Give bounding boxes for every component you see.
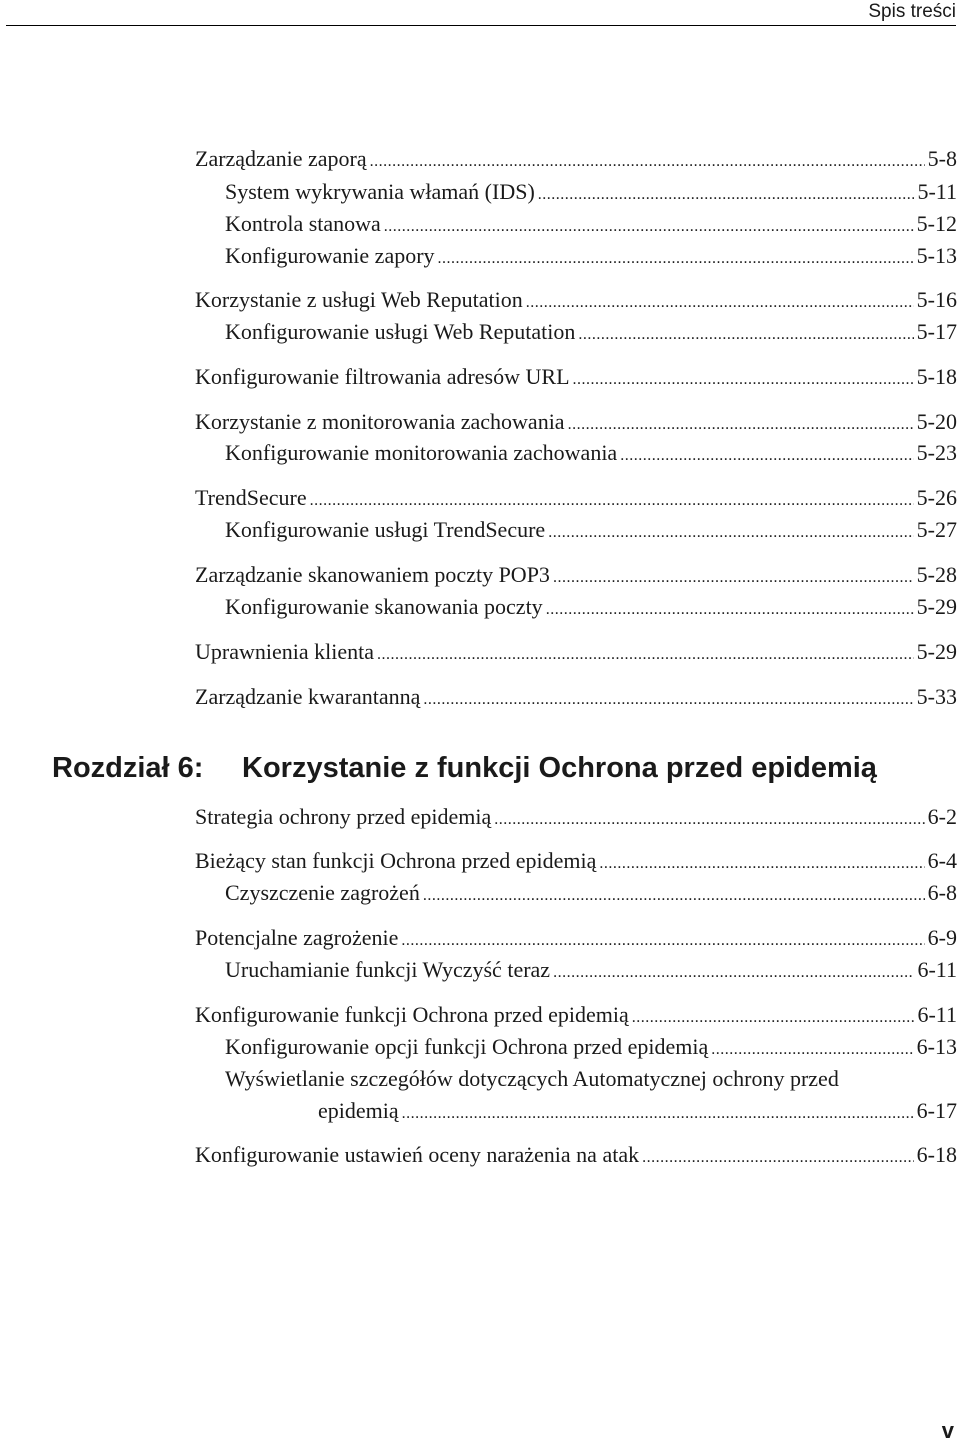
dot-leader (642, 1142, 914, 1174)
toc-entry[interactable] (225, 591, 957, 623)
toc-entry-page: 6-11 (917, 1002, 957, 1027)
toc-entry-title: Zarządzanie skanowaniem poczty POP3 (195, 562, 550, 587)
toc-entry[interactable] (225, 208, 957, 240)
toc-entry-title: Konfigurowanie filtrowania adresów URL (195, 364, 570, 389)
toc-entry[interactable] (195, 999, 957, 1031)
dot-leader (310, 485, 914, 517)
toc-entry-page: 5-13 (916, 243, 957, 268)
dot-leader (553, 957, 914, 989)
toc-entry-page: 5-26 (916, 485, 957, 510)
dot-leader (573, 364, 914, 396)
toc-entry-page: 5-33 (916, 684, 957, 709)
toc-entry-page: 6-17 (916, 1098, 957, 1123)
running-head-title: Spis treści (868, 1, 956, 22)
toc-entry-page: 5-16 (916, 287, 957, 312)
toc-entry-page: 5-23 (916, 440, 957, 465)
toc-entry-title: System wykrywania włamań (IDS) (225, 179, 535, 204)
toc-entry-page: 6-13 (916, 1034, 957, 1059)
toc-entry[interactable] (225, 877, 957, 909)
toc-entry-title: Konfigurowanie monitorowania zachowania (225, 440, 618, 465)
toc-entry-title: Czyszczenie zagrożeń (225, 880, 420, 905)
toc-entry-title: Kontrola stanowa (225, 211, 381, 236)
toc-entry-title: Zarządzanie kwarantanną (195, 684, 421, 709)
dot-leader (578, 319, 913, 351)
toc-entry[interactable] (195, 801, 957, 833)
toc-entry-title: Korzystanie z monitorowania zachowania (195, 409, 565, 434)
toc-entry-title: Bieżący stan funkcji Ochrona przed epidemią (195, 848, 597, 873)
dot-leader (423, 880, 925, 912)
toc-entry[interactable] (195, 1139, 957, 1171)
toc-entry-page: 5-28 (916, 562, 957, 587)
toc-entry[interactable] (195, 636, 957, 668)
dot-leader (494, 804, 924, 836)
running-head (0, 0, 960, 26)
toc-entry[interactable] (195, 361, 957, 393)
toc-entry-title: Wyświetlanie szczegółów dotyczących Automatycznej ochrony przed (225, 1066, 839, 1091)
toc-entry-title: Konfigurowanie usługi Web Reputation (225, 319, 576, 344)
toc-entry-page: 6-9 (927, 925, 957, 950)
page-number: v (941, 1418, 954, 1443)
toc-entry[interactable] (225, 437, 957, 469)
chapter-heading[interactable] (52, 748, 952, 788)
toc-entry-page: 6-8 (927, 880, 957, 905)
toc-entry[interactable] (225, 514, 957, 546)
toc-entry[interactable] (225, 176, 957, 208)
header-rule (6, 25, 956, 26)
dot-leader (711, 1034, 913, 1066)
dot-leader (526, 287, 914, 319)
toc-entry-page: 5-29 (916, 639, 957, 664)
dot-leader (599, 848, 924, 880)
chapter-title: Korzystanie z funkcji Ochrona przed epidemią (242, 752, 877, 784)
toc-entry[interactable] (225, 1031, 957, 1063)
toc-entry-title-continued: epidemią (318, 1098, 399, 1123)
toc-entry-page: 6-2 (927, 804, 957, 829)
dot-leader (423, 684, 913, 716)
toc-entry[interactable] (225, 1063, 957, 1129)
dot-leader (553, 562, 914, 594)
toc-entry-title: Potencjalne zagrożenie (195, 925, 399, 950)
toc-entry-title: Uruchamianie funkcji Wyczyść teraz (225, 957, 551, 982)
toc-entry-title: Konfigurowanie opcji funkcji Ochrona przed epidemią (225, 1034, 709, 1059)
toc-entry-title: Korzystanie z usługi Web Reputation (195, 287, 523, 312)
toc-entry-title: Konfigurowanie zapory (225, 243, 435, 268)
dot-leader (546, 594, 914, 626)
toc-entry-page: 5-18 (916, 364, 957, 389)
dot-leader (401, 925, 924, 957)
toc-entry[interactable] (195, 406, 957, 438)
toc-entry-title: Konfigurowanie skanowania poczty (225, 594, 543, 619)
dot-leader (402, 1098, 914, 1130)
toc-entry-title: Konfigurowanie ustawień oceny narażenia na atak (195, 1142, 640, 1167)
toc-entry[interactable] (195, 284, 957, 316)
dot-leader (620, 440, 913, 472)
toc-entry-page: 5-11 (917, 179, 957, 204)
toc-entry[interactable] (195, 482, 957, 514)
dot-leader (384, 211, 914, 243)
toc-entry-title: Konfigurowanie funkcji Ochrona przed epidemią (195, 1002, 629, 1027)
toc-entry-title: TrendSecure (195, 485, 307, 510)
toc-entry-title: Zarządzanie zaporą (195, 146, 367, 171)
dot-leader (438, 243, 914, 275)
dot-leader (370, 146, 925, 178)
chapter-label: Rozdział 6: (52, 752, 204, 784)
toc-entry-page: 6-4 (927, 848, 957, 873)
dot-leader (377, 639, 914, 671)
toc-entry-title: Strategia ochrony przed epidemią (195, 804, 492, 829)
toc-entry-title: Konfigurowanie usługi TrendSecure (225, 517, 546, 542)
dot-leader (548, 517, 913, 549)
toc-entry-title: Uprawnienia klienta (195, 639, 374, 664)
toc-entry-page: 5-20 (916, 409, 957, 434)
toc-entry[interactable] (195, 143, 957, 175)
toc-entry[interactable] (225, 316, 957, 348)
toc-entry-page: 6-18 (916, 1142, 957, 1167)
toc-entry[interactable] (225, 240, 957, 272)
dot-leader (538, 179, 915, 211)
dot-leader (632, 1002, 915, 1034)
toc-entry-page: 5-27 (916, 517, 957, 542)
toc-entry[interactable] (195, 845, 957, 877)
toc-entry[interactable] (195, 559, 957, 591)
toc-entry[interactable] (225, 954, 957, 986)
toc-entry-page: 6-11 (917, 957, 957, 982)
toc-entry-page: 5-17 (916, 319, 957, 344)
toc-entry[interactable] (195, 922, 957, 954)
toc-entry-page: 5-29 (916, 594, 957, 619)
toc-entry-page: 5-12 (916, 211, 957, 236)
toc-entry[interactable] (195, 681, 957, 713)
toc-entry-page: 5-8 (927, 146, 957, 171)
